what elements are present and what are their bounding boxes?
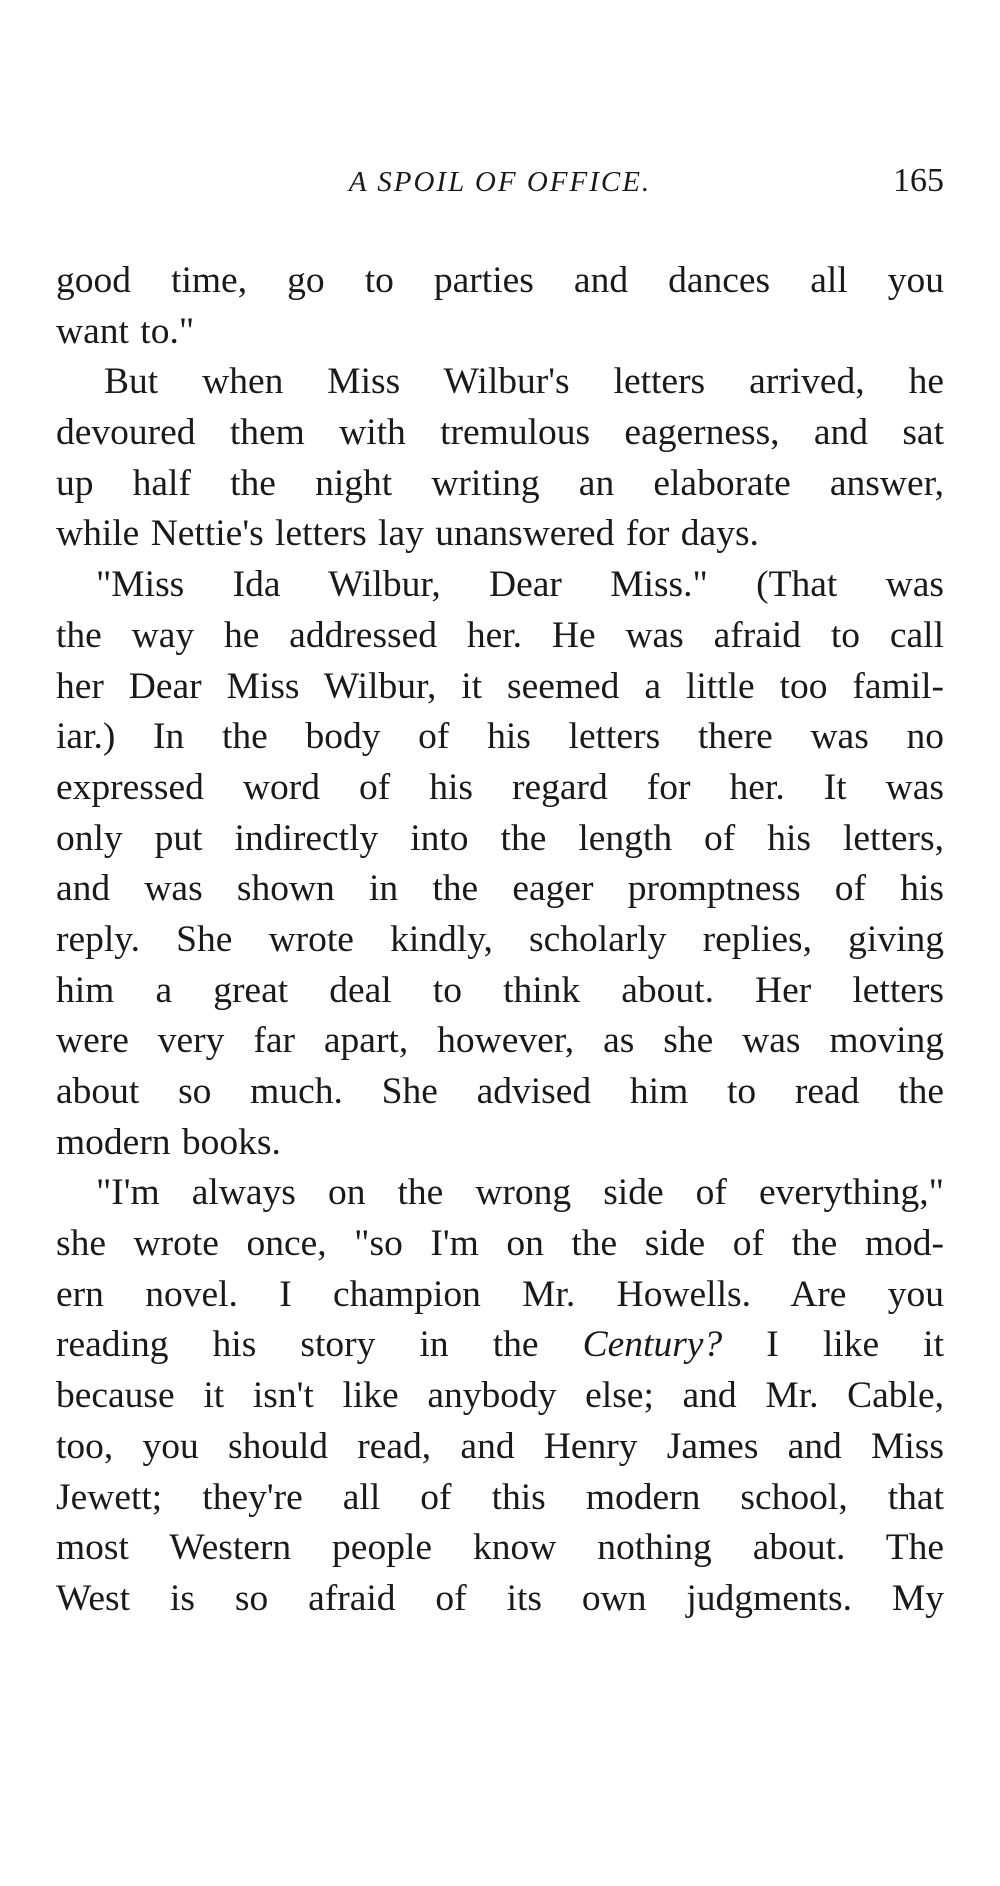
text-line: devoured them with tremulous eagerness, and sat bbox=[56, 412, 944, 454]
text-line: were very far apart, however, as she was moving bbox=[56, 1020, 944, 1062]
text-line: the way he addressed her. He was afraid to call bbox=[56, 614, 944, 656]
text-line: she wrote once, "so I'm on the side of the mod- bbox=[56, 1223, 944, 1265]
text-line: only put indirectly into the length of his letters, bbox=[56, 817, 944, 859]
text-line: him a great deal to think about. Her letters bbox=[56, 969, 944, 1011]
text-line: up half the night writing an elaborate answer, bbox=[56, 462, 944, 504]
text-line: while Nettie's letters lay unanswered for days. bbox=[56, 513, 759, 555]
text-line: reply. She wrote kindly, scholarly replies, giving bbox=[56, 918, 944, 960]
body-text bbox=[56, 256, 944, 1625]
page-number: 165 bbox=[893, 162, 944, 199]
text-line-with-italic bbox=[56, 1320, 944, 1371]
text-line: Jewett; they're all of this modern school, that bbox=[56, 1476, 944, 1518]
text-line: want to." bbox=[56, 310, 195, 352]
text-line: iar.) In the body of his letters there was no bbox=[56, 716, 944, 758]
text-line: modern books. bbox=[56, 1121, 281, 1163]
text-line: good time, go to parties and dances all you bbox=[56, 260, 944, 301]
running-title: A SPOIL OF OFFICE. bbox=[348, 166, 652, 198]
text-line: her Dear Miss Wilbur, it seemed a little too famil- bbox=[56, 665, 944, 707]
text-line: ern novel. I champion Mr. Howells. Are you bbox=[56, 1273, 944, 1315]
text-fragment: I like it bbox=[766, 1324, 945, 1366]
italic-title: Century? bbox=[582, 1324, 723, 1366]
text-line: most Western people know nothing about. The bbox=[56, 1527, 944, 1569]
text-line: expressed word of his regard for her. It was bbox=[56, 766, 944, 808]
text-line: "Miss Ida Wilbur, Dear Miss." (That was bbox=[96, 564, 944, 606]
text-line: because it isn't like anybody else; and Mr. Cable, bbox=[56, 1375, 944, 1417]
text-fragment: reading his story in the bbox=[56, 1324, 539, 1366]
page-header bbox=[56, 160, 944, 210]
text-line: But when Miss Wilbur's letters arrived, he bbox=[104, 361, 944, 403]
text-line: "I'm always on the wrong side of everything," bbox=[96, 1172, 944, 1214]
text-line: too, you should read, and Henry James and Miss bbox=[56, 1425, 944, 1467]
text-line: West is so afraid of its own judgments. My bbox=[56, 1577, 944, 1619]
text-line: and was shown in the eager promptness of his bbox=[56, 868, 944, 910]
text-line: about so much. She advised him to read the bbox=[56, 1071, 944, 1112]
